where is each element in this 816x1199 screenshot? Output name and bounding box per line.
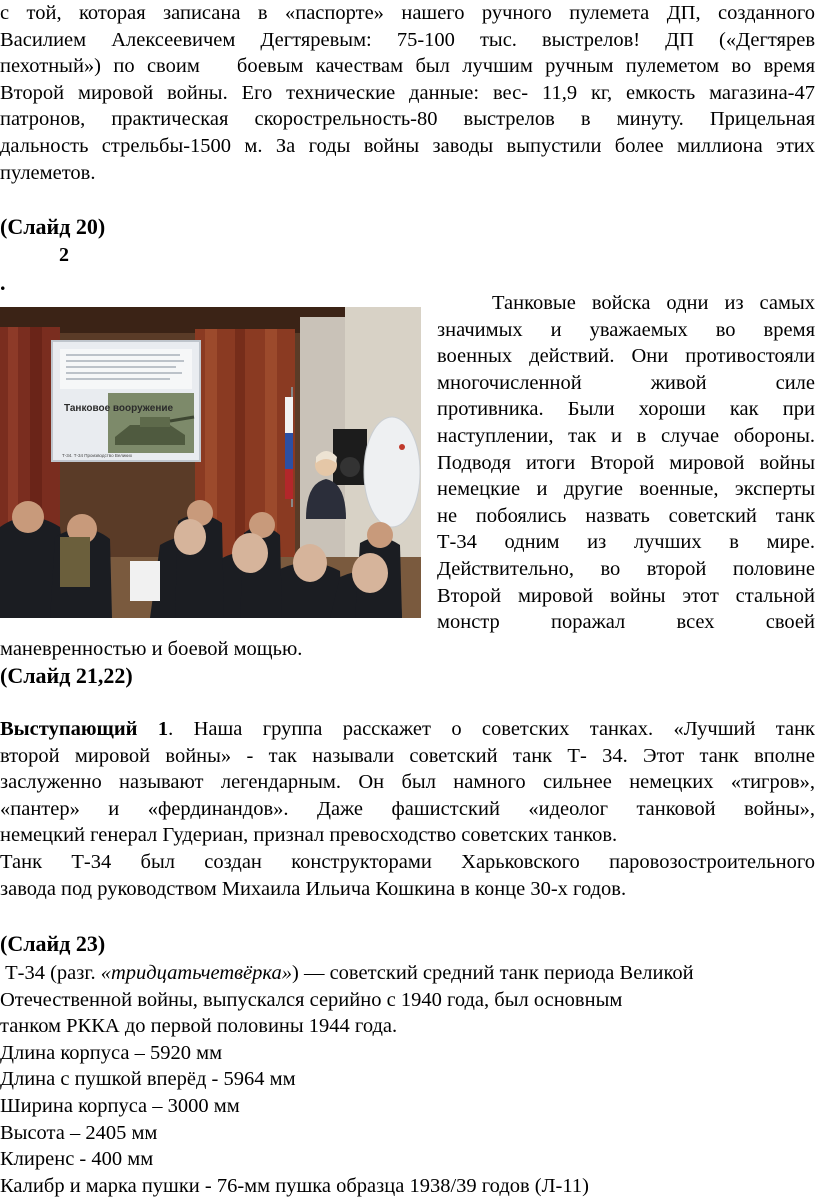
speaker-line — [0, 716, 815, 743]
spec-item: Длина корпуса – 5920 мм — [0, 1041, 223, 1064]
tanks-line: военных действий. Они противостояли — [437, 345, 815, 368]
slide-23-line1-end: ) — советский средний танк периода Великой — [292, 962, 694, 984]
slide-23-line — [0, 960, 815, 987]
slide-caption-text: Т-34. Т-34 Производство Великих — [62, 453, 133, 458]
slide-23-paragraph — [0, 960, 815, 1199]
spec-item: Высота – 2405 мм — [0, 1121, 158, 1144]
intro-line: патронов, практическая скорострельность-80 выстрелов в минуту. Прицельная — [0, 108, 815, 131]
intro-line: Василием Алексеевичем Дегтяревым: 75-100 тыс. выстрелов! ДП («Дегтярев — [0, 28, 815, 51]
tanks-line: многочисленной живой силе — [437, 371, 815, 394]
tanks-line: Действительно, во второй половине — [437, 557, 815, 580]
slide-20-number: 2 — [59, 244, 69, 266]
slide-23-nickname: «тридцатьчетвёрка» — [100, 962, 292, 984]
spec-item: Ширина корпуса – 3000 мм — [0, 1094, 240, 1117]
tanks-line: немецкие и другие военные, эксперты — [437, 478, 815, 501]
slide-21-22-heading: (Слайд 21,22) — [0, 663, 133, 688]
speech-line: «пантер» и «фердинандов». Даже фашистский «идеолог танковой войны», — [0, 797, 815, 820]
tanks-line: Подводя итоги Второй мировой войны — [437, 451, 815, 474]
slide-20-dot: . — [0, 270, 6, 295]
tanks-line: монстр поражал всех своей — [437, 611, 815, 634]
tanks-line: значимых и уважаемых во время — [437, 318, 815, 341]
slide-title-text: Танковое вооружение — [64, 403, 174, 414]
tanks-paragraph — [437, 290, 815, 636]
slide-23-heading: (Слайд 23) — [0, 931, 106, 956]
intro-line: с той, которая записана в «паспорте» нашего ручного пулемета ДП, созданного — [0, 2, 815, 24]
speech-line: завода под руководством Михаила Ильича Кошкина в конце 30-х годов. — [0, 877, 627, 900]
spec-item: Клиренс - 400 мм — [0, 1148, 154, 1171]
speech-line: заслуженно называют легендарным. Он был намного сильнее немецких «тигров», — [0, 771, 815, 794]
intro-line: дальность стрельбы-1500 м. За годы войны заводы выпустили более миллиона этих — [0, 134, 815, 157]
intro-line: пулеметов. — [0, 161, 96, 184]
tanks-line: Т-34 одним из лучших в мире. — [437, 531, 815, 554]
intro-paragraph — [0, 0, 815, 186]
slide-23-line: танком РККА до первой половины 1944 года. — [0, 1015, 398, 1038]
tanks-line: противника. Были хороши как при — [437, 398, 815, 421]
slide-20-heading: (Слайд 20) — [0, 214, 106, 239]
spec-item: Калибр и марка пушки - 76-мм пушка образца 1938/39 годов (Л-11) — [0, 1174, 589, 1197]
speech-line: немецкий генерал Гудериан, признал превосходство советских танков. — [0, 824, 618, 847]
speech-line: Танк Т-34 был создан конструкторами Харьковского паровозостроительного — [0, 850, 815, 873]
speaker-text: . Наша группа расскажет о советских танках. «Лучший танк — [168, 718, 816, 740]
tanks-line: Танковые войска одни из самых — [492, 292, 815, 314]
spec-item: Длина с пушкой вперёд - 5964 мм — [0, 1068, 296, 1091]
slide-23-line: Отечественной войны, выпускался серийно с 1940 года, был основным — [0, 988, 623, 1011]
tanks-line: наступлении, так и в случае обороны. — [437, 424, 815, 447]
classroom-photo — [0, 307, 421, 618]
intro-line: пехотный») по своим боевым качествам был лучшим ручным пулеметом во время — [0, 55, 815, 78]
tanks-paragraph-tail: маневренностью и боевой мощью. — [0, 638, 303, 660]
tanks-line: не побоялись назвать советский танк — [437, 504, 815, 527]
intro-line: Второй мировой войны. Его технические данные: вес- 11,9 кг, емкость магазина-47 — [0, 81, 815, 104]
speaker-label: Выступающий 1 — [0, 718, 169, 740]
slide-21-22-paragraph — [0, 716, 815, 902]
classroom-photo-illustration — [0, 307, 421, 618]
slide-23-line1-start: Т-34 (разг. — [0, 962, 101, 984]
speech-line: второй мировой войны» - так называли советский танк Т- 34. Этот танк вполне — [0, 744, 815, 767]
tanks-line: Второй мировой войны этот стальной — [437, 584, 815, 607]
